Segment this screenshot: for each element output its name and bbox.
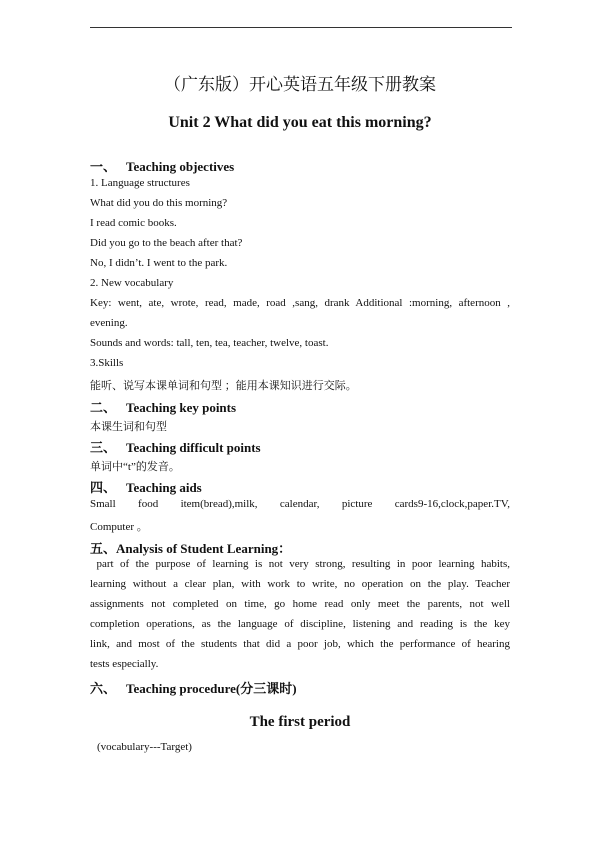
section-title: Teaching procedure(分三课时) <box>126 681 297 696</box>
header-rule <box>90 27 512 28</box>
section-title: Teaching key points <box>126 400 237 415</box>
text-line: Sounds and words: tall, ten, tea, teacher, twelve, toast. <box>90 337 329 349</box>
text-line: 本课生词和句型 <box>90 421 167 433</box>
text-line: Did you go to the beach after that? <box>90 237 243 249</box>
text-line: Computer 。 <box>90 521 148 533</box>
section-heading-difficult-points <box>90 437 261 456</box>
document-title: （广东版）开心英语五年级下册教案 <box>164 75 436 94</box>
section-heading-key-points <box>90 397 236 416</box>
text-line: 2. New vocabulary <box>90 277 174 289</box>
section-title: Teaching objectives <box>126 159 235 174</box>
period-subtitle: (vocabulary---Target) <box>97 741 192 753</box>
section-number: 一、 <box>90 159 117 174</box>
section-number: 六、 <box>90 681 117 696</box>
section-number: 二、 <box>90 400 117 415</box>
text-line: assignments not completed on time, go home read only meet the parents, not well <box>90 598 510 610</box>
text-line: evening. <box>90 317 128 329</box>
period-title: The first period <box>249 714 351 730</box>
text-line: link, and most of the students that did a poor job, which the performance of hearing <box>90 638 510 650</box>
text-line: 能听、说写本课单词和句型 ；能用本课知识进行交际。 <box>90 380 357 392</box>
text-line: completion operations, as the language of discipline, listening and reading is the key <box>90 618 510 630</box>
section-number: 四、 <box>90 480 117 495</box>
text-line: 3.Skills <box>90 357 124 369</box>
text-line: What did you do this morning? <box>90 197 228 209</box>
section-heading-teaching-aids <box>90 477 202 496</box>
text-line: No, I didn’t. I went to the park. <box>90 257 228 269</box>
text-line: Key: went, ate, wrote, read, made, road ,sang, drank Additional :morning, afternoon , <box>90 297 510 309</box>
text-line: part of the purpose of learning is not very strong, resulting in poor learning habits, <box>90 558 510 570</box>
section-heading-procedure <box>90 678 297 697</box>
section-heading-objectives <box>90 156 234 175</box>
text-line: learning without a clear plan, with work to write, no operation on the play. Teacher <box>90 578 510 590</box>
text-line: Small food item(bread),milk, calendar, picture cards9-16,clock,paper.TV, <box>90 498 510 510</box>
text-line: I read comic books. <box>90 217 177 229</box>
text-line: 单词中“t”的发音。 <box>90 461 180 473</box>
section-heading-analysis: 五、Analysis of Student Learning： <box>90 541 292 556</box>
section-title: Teaching aids <box>126 480 202 495</box>
section-title: Teaching difficult points <box>126 440 261 455</box>
text-line: tests especially. <box>90 658 159 670</box>
section-number: 三、 <box>90 440 117 455</box>
text-line: 1. Language structures <box>90 177 190 189</box>
unit-title: Unit 2 What did you eat this morning? <box>168 114 432 131</box>
